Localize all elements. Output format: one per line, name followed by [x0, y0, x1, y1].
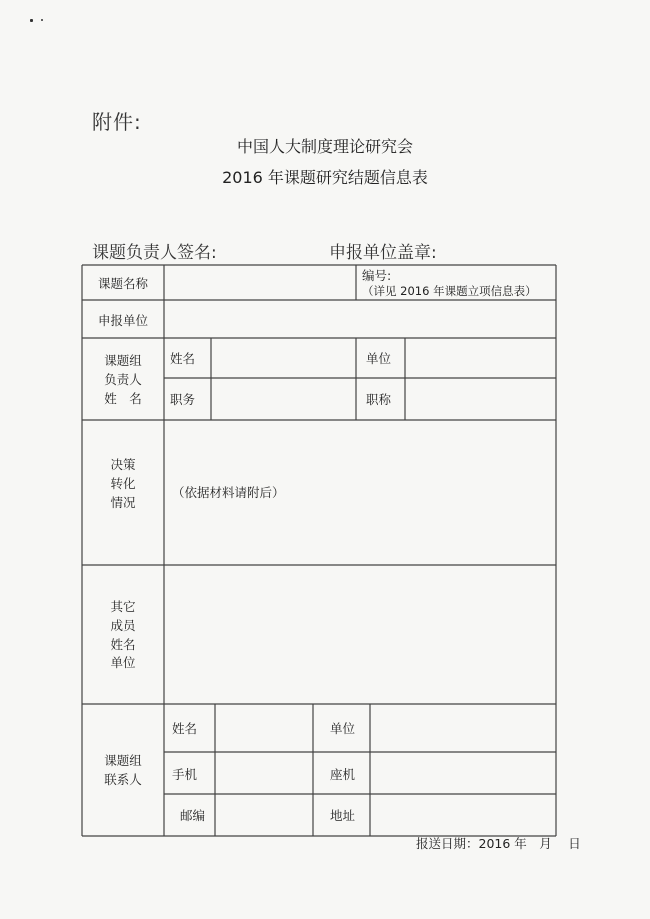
members-line: 成员: [110, 617, 136, 633]
postcode-input[interactable]: [220, 803, 308, 829]
applicant-unit-input[interactable]: [170, 309, 550, 331]
leader-signature-label: 课题负责人签名:: [92, 243, 217, 263]
number-label: 编号:: [362, 268, 392, 283]
leader-title-input[interactable]: [410, 387, 550, 411]
leader-title-label: 职称: [366, 392, 392, 407]
members-line: 姓名: [110, 636, 136, 652]
leader-group-line: 负责人: [104, 371, 142, 387]
leader-group-label: [92, 352, 154, 408]
submit-date: 报送日期：2016 年 月 日: [416, 836, 581, 851]
decision-line: 转化: [110, 475, 136, 491]
landline-input[interactable]: [375, 762, 550, 788]
contact-group-line: 课题组: [104, 753, 142, 768]
contact-group-line: 联系人: [104, 771, 142, 787]
applicant-unit-label: 申报单位: [98, 313, 149, 328]
attachment-label: 附件:: [92, 110, 142, 134]
page-subtitle: 2016 年课题研究结题信息表: [222, 168, 428, 187]
leader-group-line: 课题组: [104, 353, 142, 368]
members-textarea[interactable]: [170, 572, 550, 698]
mobile-input[interactable]: [220, 762, 308, 788]
contact-name-label: 姓名: [172, 721, 198, 736]
topic-name-label: 课题名称: [98, 276, 149, 291]
scan-mark: [30, 19, 33, 22]
leader-name-label: 姓名: [170, 351, 196, 366]
leader-group-line: 姓 名: [104, 390, 142, 406]
contact-unit-label: 单位: [330, 721, 356, 736]
address-label: 地址: [330, 808, 356, 823]
decision-line: 情况: [110, 494, 136, 510]
scan-mark: [41, 19, 43, 21]
decision-line: 决策: [110, 457, 136, 472]
contact-unit-input[interactable]: [375, 716, 550, 742]
contact-group-label: [92, 752, 154, 790]
leader-name-input[interactable]: [216, 346, 350, 370]
members-line: 其它: [110, 599, 136, 614]
decision-note: （依据材料请附后）: [172, 485, 285, 500]
unit-seal-label: 申报单位盖章:: [329, 243, 437, 263]
contact-name-input[interactable]: [220, 716, 308, 742]
leader-position-label: 职务: [170, 392, 196, 407]
members-label: [92, 598, 154, 673]
topic-name-input[interactable]: [170, 273, 350, 293]
landline-label: 座机: [330, 767, 356, 782]
address-input[interactable]: [375, 803, 550, 829]
number-note: （详见 2016 年课题立项信息表）: [362, 284, 537, 298]
decision-label: [92, 456, 154, 512]
page-title: 中国人大制度理论研究会: [236, 137, 413, 156]
leader-unit-label: 单位: [366, 351, 392, 366]
mobile-label: 手机: [172, 767, 198, 782]
members-line: 单位: [110, 655, 136, 671]
leader-unit-input[interactable]: [410, 346, 550, 370]
decision-textarea[interactable]: [170, 504, 550, 558]
postcode-label: 邮编: [180, 808, 206, 823]
leader-position-input[interactable]: [216, 387, 350, 411]
